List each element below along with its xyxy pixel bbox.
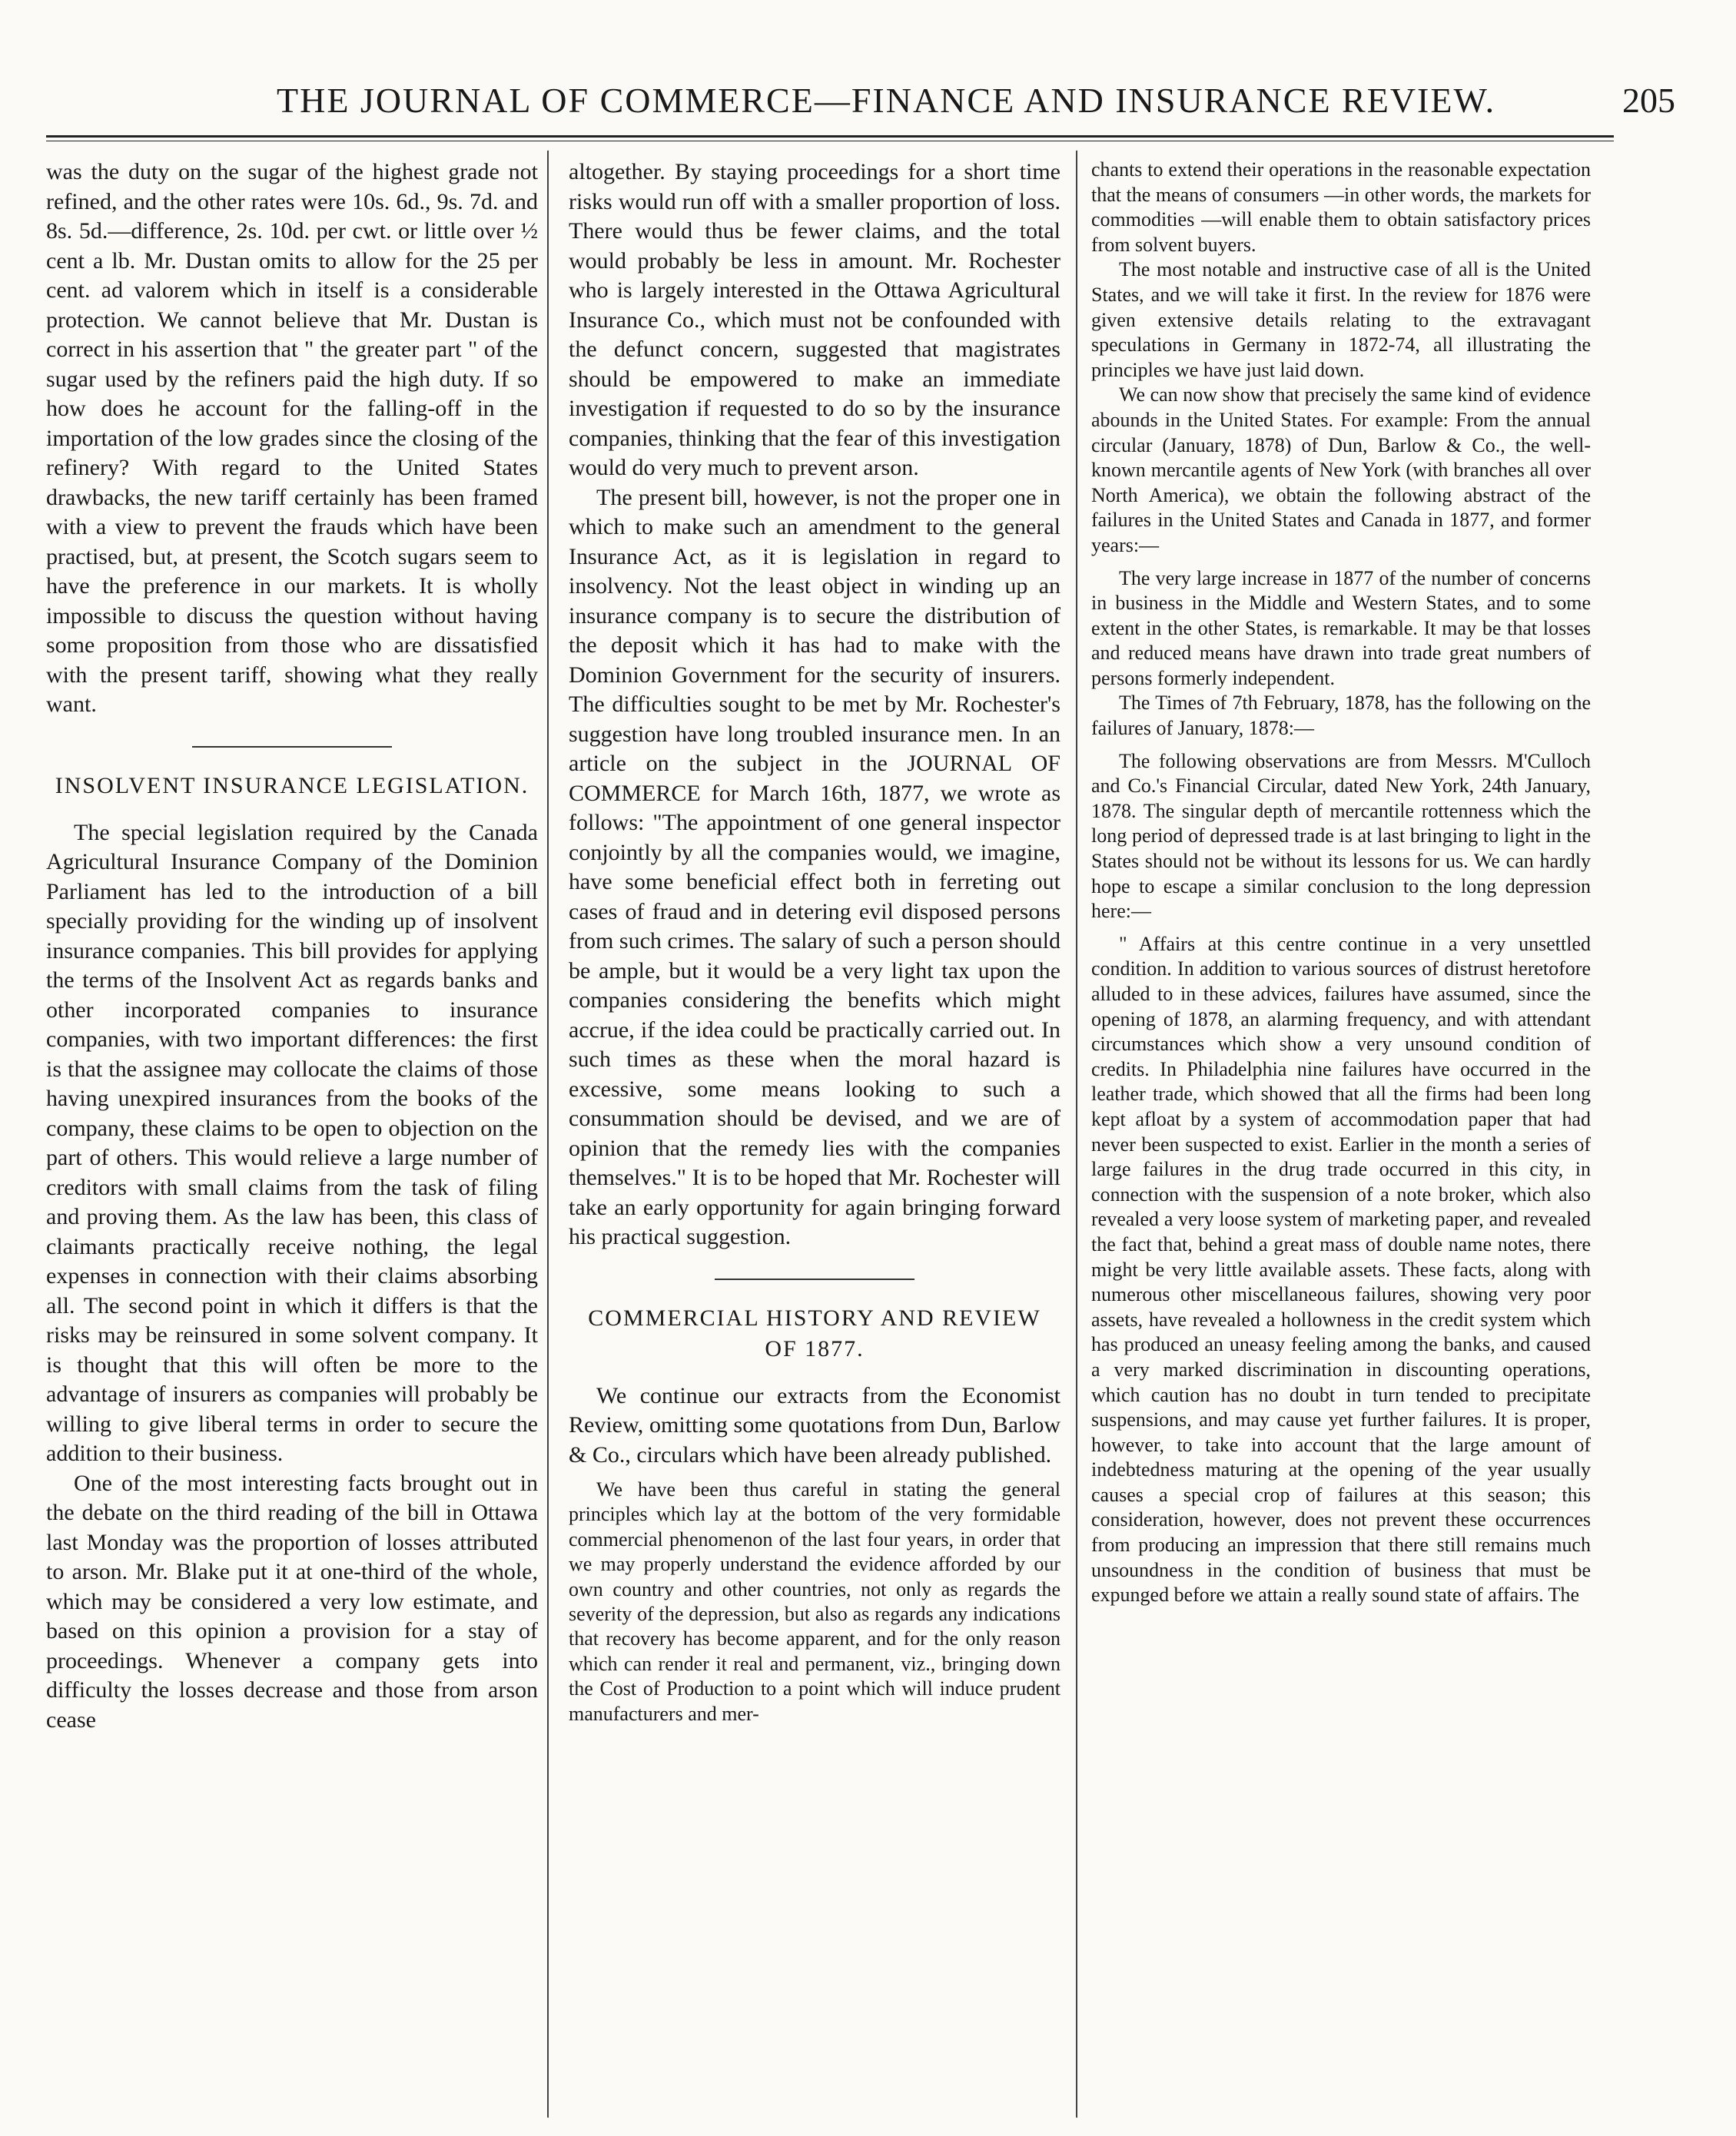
paragraph: The most notable and instructive case of all is the United States, and we will take it first. In the review for 1876 were given extensive details relating to the extravagant speculations in Germany in 1872-74, all illustrating the principles we have just laid down. bbox=[1091, 258, 1591, 381]
page-number: 205 bbox=[1622, 81, 1675, 120]
section-heading: COMMERCIAL HISTORY AND REVIEW OF 1877. bbox=[588, 1305, 1041, 1362]
paragraph: altogether. By staying proceedings for a short time risks would run off with a smaller proportion of loss. There would thus be fewer claims, and the total would probably be less in amount. Mr. Rochester who is largely interested in the Ottawa Agricultural Insurance Co., which must not be confounded with the defunct concern, suggested that magistrates should be empowered to make an immediate investigation if requested to do so by the insurance companies, thinking that the fear of this investigation would do very much to prevent arson. bbox=[569, 159, 1061, 480]
paragraph: chants to extend their operations in the reasonable expectation that the means of consumers —in other words, the markets for commodities —will enable them to obtain satisfactory prices from solvent buyers. bbox=[1091, 158, 1591, 256]
section-divider bbox=[715, 1279, 914, 1280]
paragraph: was the duty on the sugar of the highest grade not refined, and the other rates were 10s. 6d., 9s. 7d. and 8s. 5d.—difference, 2s. 10d. per cwt. or little over ½ cent a lb. Mr. Dustan omits to allow for the 25 per cent. ad valorem which in itself is a considerable protection. We cannot believe that Mr. Dustan is correct in his assertion that " the greater part " of the sugar used by the refiners paid the high duty. If so how does he account for the falling-off in the importation of the low grades since the closing of the refinery? With regard to the United States drawbacks, the new tariff certainly has been framed with a view to prevent the frauds which have been practised, but, at present, the Scotch sugars seem to have the preference in our markets. It is wholly impossible to discuss the question without having some proposition from those who are dissatisfied with the present tariff, showing what they really want. bbox=[46, 159, 538, 717]
page-header bbox=[46, 74, 1691, 135]
paragraph: We have been thus careful in stating the general principles which lay at the bottom of the very formidable commercial phenomenon of the last four years, in order that we may properly understand the evidence afforded by our own country and other countries, not only as regards the severity of the depression, but also as regards any indications that recovery has become apparent, and for the only reason which can render it real and permanent, viz., bringing down the Cost of Production to a point which will induce prudent manufacturers and mer- bbox=[569, 1478, 1061, 1725]
journal-title: THE JOURNAL OF COMMERCE—FINANCE AND INSURANCE REVIEW. bbox=[277, 81, 1496, 120]
paragraph: The special legislation required by the Canada Agricultural Insurance Company of the Dominion Parliament has led to the introduction of a bill specially providing for the winding up of insolvent insurance companies. This bill provides for applying the terms of the Insolvent Act as regards banks and other incorporated companies to insurance companies, with two important differences: the first is that the assignee may collocate the claims of those having unexpired insurances from the books of the company, these claims to be open to objection on the part of others. This would relieve a large number of creditors with small claims from the task of filing and proving them. As the law has been, this class of claimants practically receive nothing, the legal expenses in connection with their claims absorbing all. The second point in which it differs is that the risks may be reinsured in some solvent company. It is thought that this will often be more to the advantage of insurers as companies will probably be willing to give liberal terms in order to secure the addition to their business. bbox=[46, 819, 538, 1466]
column-2 bbox=[569, 158, 1061, 1726]
paragraph: We continue our extracts from the Economist Review, omitting some quotations from Dun, Barlow & Co., circulars which have been already published. bbox=[569, 1382, 1061, 1468]
paragraph: The present bill, however, is not the proper one in which to make such an amendment to the general Insurance Act, as it is legislation in regard to insolvency. Not the least object in winding up an insurance company is to secure the distribution of the deposit which it has had to make with the Dominion Government for the security of insurers. The difficulties sought to be met by Mr. Rochester's suggestion have long troubled insurance men. In an article on the subject in the JOURNAL OF COMMERCE for March 16th, 1877, we wrote as follows: "The appointment of one general inspector conjointly by all the companies would, we imagine, have some beneficial effect both in ferreting out cases of fraud and in detering evil disposed persons from such crimes. The salary of such a person should be ample, but it would be a very light tax upon the companies considering the benefits which might accrue, if the idea could be practically carried out. In such times as these when the moral hazard is excessive, some means looking to such a consummation should be devised, and we are of opinion that the remedy lies with the companies themselves." It is to be hoped that Mr. Rochester will take an early opportunity for again bringing forward his practical suggestion. bbox=[569, 484, 1061, 1249]
paragraph: The following observations are from Messrs. M'Culloch and Co.'s Financial Circular, dated New York, 24th January, 1878. The singular depth of mercantile rottenness which the long period of depressed trade is at last bringing to light in the States should not be without its lessons for us. We can hardly hope to escape a similar conclusion to the long depression here:— bbox=[1091, 749, 1591, 923]
column-1 bbox=[46, 158, 538, 1735]
column-rule-2 bbox=[1076, 151, 1077, 2118]
column-rule-1 bbox=[547, 151, 549, 2118]
section-divider bbox=[192, 746, 392, 748]
paragraph: We can now show that precisely the same kind of evidence abounds in the United States. For example: From the annual circular (January, 1878) of Dun, Barlow & Co., the well-known mercantile agents of New York (with branches all over North America), we obtain the following abstract of the failures in the United States and Canada in 1877, and former years:— bbox=[1091, 383, 1591, 556]
header-rule bbox=[46, 135, 1614, 141]
paragraph: " Affairs at this centre continue in a very unsettled condition. In addition to various sources of distrust heretofore alluded to in these advices, failures have assumed, since the opening of 1878, an alarming frequency, and with attendant circumstances which show a very unsound condition of credits. In Philadelphia nine failures have occurred in the leather trade, which showed that all the firms had been long kept afloat by a system of accommodation paper that had never been suspected to exist. Earlier in the month a series of large failures in the drug trade occurred in this city, in connection with the suspension of a note broker, which also revealed a very loose system of marketing paper, and revealed the fact that, behind a great mass of double name notes, there might be very little available assets. These facts, along with numerous other miscellaneous failures, showing very poor assets, have revealed a hollowness in the credit system which has produced an uneasy feeling among the banks, and caused a very marked discrimination in discounting operations, which caution has no doubt in turn tended to precipitate suspensions, and may cause yet further failures. It is proper, however, to take into account that the large amount of indebtedness maturing at the opening of the year usually causes a special crop of failures at this season; this consideration, however, does not prevent these occurrences from producing an impression that there still remains much unsoundness in the condition of business that must be expunged before we attain a really sound state of affairs. The bbox=[1091, 932, 1591, 1607]
paragraph: One of the most interesting facts brought out in the debate on the third reading of the bill in Ottawa last Monday was the proportion of losses attributed to arson. Mr. Blake put it at one-third of the whole, which may be considered a very low estimate, and based on this opinion a provision for a stay of proceedings. Whenever a company gets into difficulty the losses decrease and those from arson cease bbox=[46, 1470, 538, 1733]
column-3 bbox=[1091, 158, 1591, 1608]
paragraph: The Times of 7th February, 1878, has the following on the failures of January, 1878:— bbox=[1091, 692, 1591, 740]
paragraph: The very large increase in 1877 of the number of concerns in business in the Middle and Western States, and to some extent in the other States, is remarkable. It may be that losses and reduced means have drawn into trade great numbers of persons formerly independent. bbox=[1091, 566, 1591, 689]
section-heading: INSOLVENT INSURANCE LEGISLATION. bbox=[55, 772, 529, 798]
